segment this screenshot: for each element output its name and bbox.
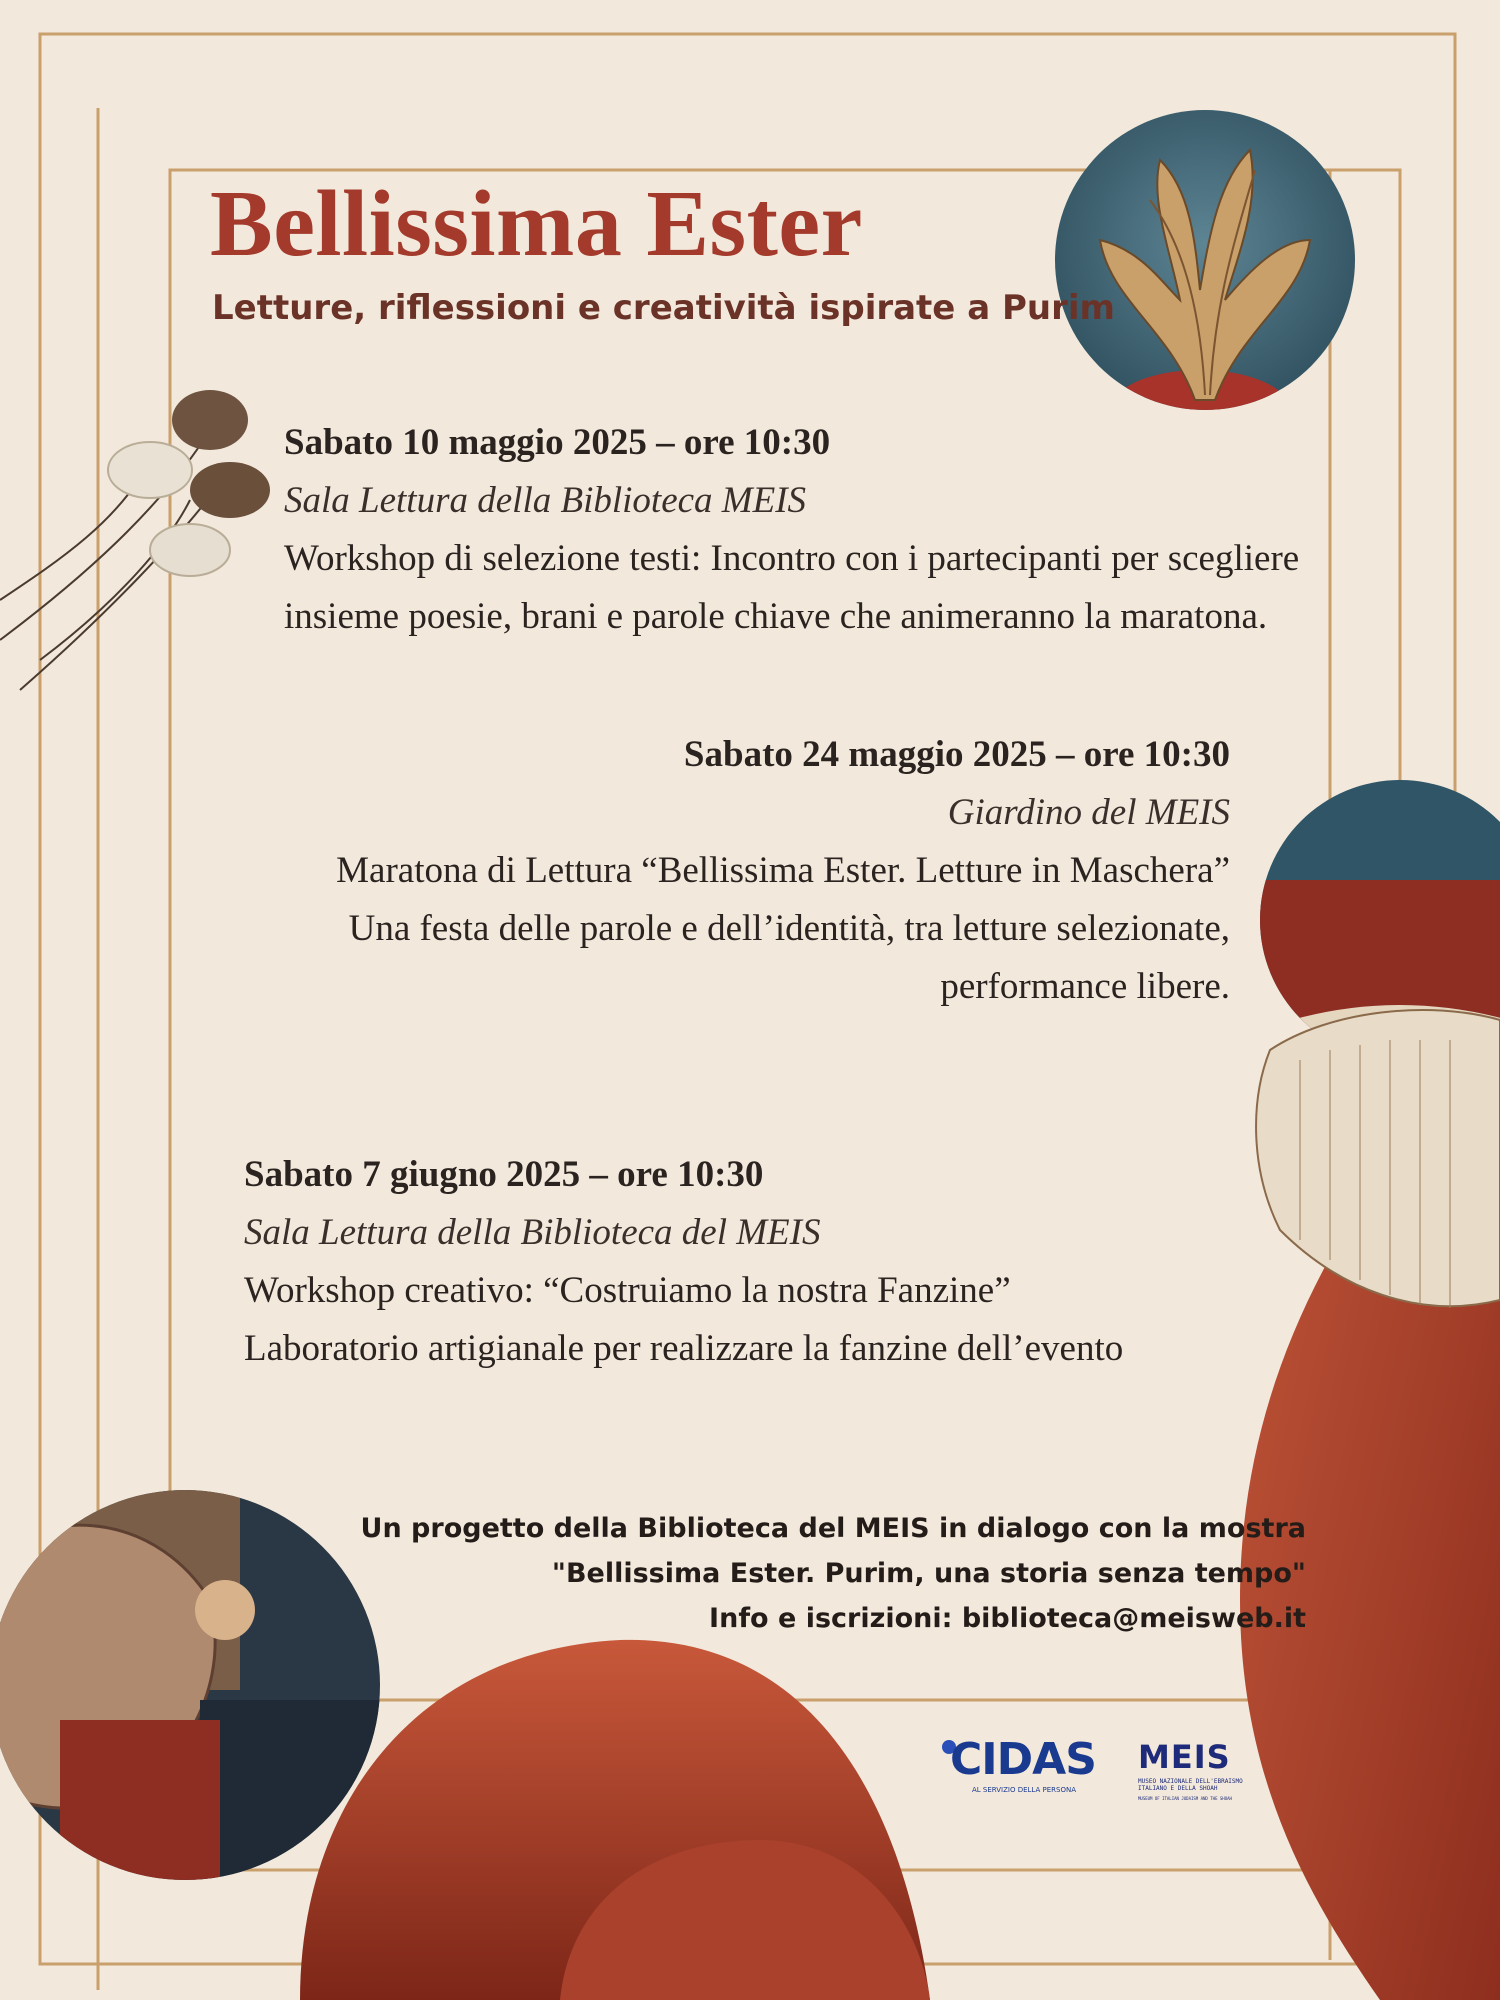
meis-logo-subtitle-en: MUSEUM OF ITALIAN JUDAISM AND THE SHOAH (1138, 1796, 1232, 1801)
event-description-line: Maratona di Lettura “Bellissima Ester. Letture in Maschera” (336, 850, 1230, 891)
event-description-line: Una festa delle parole e dell’identità, tra letture selezionate, (348, 908, 1230, 949)
event-2 (240, 726, 1230, 1016)
event-description-line: Laboratorio artigianale per realizzare la fanzine dell’evento (244, 1328, 1124, 1369)
page-subtitle: Letture, riflessioni e creatività ispirate a Purim (212, 288, 1115, 328)
event-description-line: Workshop creativo: “Costruiamo la nostra Fanzine” (244, 1270, 1011, 1311)
meis-logo-text: MEIS (1138, 1738, 1231, 1776)
event-location: Sala Lettura della Biblioteca MEIS (284, 480, 807, 521)
footer-credits (300, 1506, 1306, 1641)
footer-project-line: Un progetto della Biblioteca del MEIS in dialogo con la mostra (360, 1513, 1306, 1544)
event-date: Sabato 10 maggio 2025 – ore 10:30 (284, 422, 831, 463)
top-right-medallion (1055, 110, 1355, 450)
event-1 (284, 414, 1344, 646)
event-description-line: insieme poesie, brani e parole chiave che animeranno la maratona. (284, 596, 1268, 637)
meis-logo (1138, 1738, 1256, 1802)
cidas-tagline: AL SERVIZIO DELLA PERSONA (972, 1786, 1076, 1794)
footer-exhibition-line: "Bellissima Ester. Purim, una storia senza tempo" (551, 1558, 1306, 1589)
page-title: Bellissima Ester (210, 172, 863, 276)
footer-contact-line[interactable]: Info e iscrizioni: biblioteca@meisweb.it (709, 1603, 1306, 1634)
cidas-logo (942, 1730, 1096, 1800)
cidas-logo-text: CIDAS (950, 1734, 1096, 1785)
event-location: Sala Lettura della Biblioteca del MEIS (244, 1212, 821, 1253)
event-date: Sabato 24 maggio 2025 – ore 10:30 (683, 734, 1230, 775)
event-description-line: Workshop di selezione testi: Incontro con i partecipanti per scegliere (284, 538, 1300, 579)
meis-logo-subtitle: MUSEO NAZIONALE DELL'EBRAISMO ITALIANO E DELLA SHOAH (1138, 1778, 1243, 1792)
event-description-line: performance libere. (940, 966, 1230, 1007)
event-date: Sabato 7 giugno 2025 – ore 10:30 (244, 1154, 764, 1195)
event-3 (244, 1146, 1244, 1378)
right-medallions (1240, 780, 1500, 2000)
event-location: Giardino del MEIS (947, 792, 1230, 833)
